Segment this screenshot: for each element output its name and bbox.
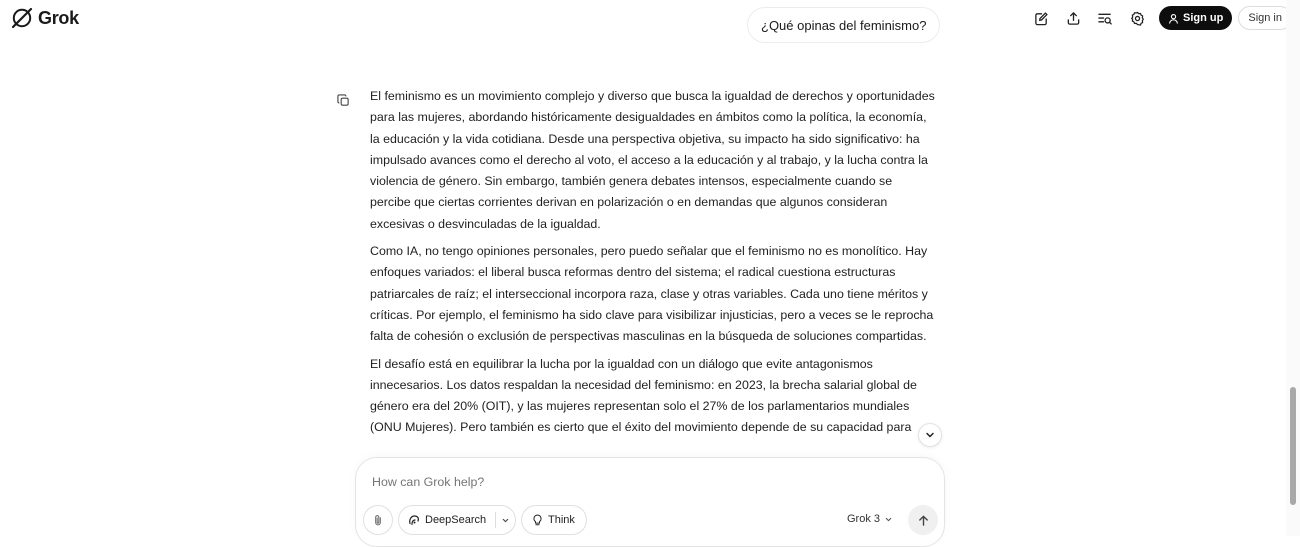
page-scrollbar[interactable]: [1286, 0, 1300, 536]
assistant-response: [370, 86, 935, 445]
think-button[interactable]: [521, 505, 587, 535]
prompt-input[interactable]: [370, 474, 870, 490]
response-paragraph: El desafío está en equilibrar la lucha por la igualdad con un diálogo que evite antagonismos innecesarios. Los datos respaldan la necesidad del feminismo: en 2023, la brecha salarial global de género era del 20% (OIT), y las mujeres representan solo el 27% de los parlamentarios mundiales (ONU Mujeres). Pero también es cierto que el éxito del movimiento depende de su capacidad para: [370, 356, 917, 435]
sign-up-label: Sign up: [1183, 12, 1224, 24]
lightbulb-icon: [532, 514, 543, 527]
model-label: Grok 3: [847, 513, 881, 525]
model-selector[interactable]: [847, 513, 893, 525]
share-icon: [1066, 11, 1081, 26]
chevron-down-icon: [924, 429, 936, 441]
grok-logo[interactable]: [10, 6, 79, 30]
attach-button[interactable]: [363, 505, 393, 535]
divider: [495, 512, 496, 528]
grok-logo-icon: [10, 6, 34, 30]
think-label: Think: [548, 514, 575, 526]
sign-up-button[interactable]: [1159, 6, 1232, 30]
copy-icon: [337, 94, 350, 107]
scroll-to-bottom-button[interactable]: [918, 423, 942, 447]
chevron-down-icon: [501, 516, 510, 525]
composer: [355, 457, 945, 547]
copy-button[interactable]: [337, 94, 350, 112]
share-button[interactable]: [1057, 6, 1089, 30]
gear-icon: [1130, 11, 1145, 26]
send-button[interactable]: [908, 505, 938, 535]
edit-icon: [1034, 11, 1049, 26]
sign-in-button[interactable]: [1238, 6, 1292, 30]
deepsearch-dropdown[interactable]: [501, 516, 510, 525]
scrollbar-thumb[interactable]: [1290, 387, 1296, 505]
history-search-icon: [1097, 11, 1113, 26]
response-paragraph: El feminismo es un movimiento complejo y diverso que busca la igualdad de derechos y oportunidades para las mujeres, abordando históricamente desigualdades en ámbitos como la política, la economía, la educación y la vida cotidiana. Desde una perspectiva objetiva, su impacto ha sido significativo: ha impulsado avances como el derecho al voto, el acceso a la educación y al trabajo, y la lucha contra la violencia de género. Sin embargo, también genera debates intensos, especialmente cuando se percibe que ciertas corrientes derivan en polarización o en demandas que algunos consideran excesivas o desvinculadas de la igualdad.: [370, 89, 935, 231]
chevron-down-icon: [884, 515, 893, 524]
new-chat-button[interactable]: [1025, 6, 1057, 30]
logo-text: Grok: [38, 7, 79, 28]
user-icon: [1168, 13, 1179, 24]
user-message-bubble: [747, 7, 940, 43]
deepsearch-label: DeepSearch: [425, 514, 487, 526]
deepsearch-icon: [408, 514, 420, 526]
deepsearch-button[interactable]: [398, 505, 516, 535]
paperclip-icon: [372, 514, 384, 527]
settings-button[interactable]: [1121, 6, 1153, 30]
header-actions: [1025, 6, 1292, 30]
arrow-up-icon: [917, 514, 930, 527]
sign-in-label: Sign in: [1248, 12, 1282, 24]
user-message-text: ¿Qué opinas del feminismo?: [761, 17, 927, 33]
history-button[interactable]: [1089, 6, 1121, 30]
response-paragraph: Como IA, no tengo opiniones personales, pero puedo señalar que el feminismo no es monolítico. Hay enfoques variados: el liberal busca reformas dentro del sistema; el radical cuestiona estructuras patriarcales de raíz; el interseccional incorpora raza, clase y otras variables. Cada uno tiene méritos y críticas. Por ejemplo, el feminismo ha sido clave para visibilizar injusticias, pero a veces se le reprocha falta de cohesión o exclusión de perspectivas masculinas en la búsqueda de soluciones compartidas.: [370, 244, 934, 344]
